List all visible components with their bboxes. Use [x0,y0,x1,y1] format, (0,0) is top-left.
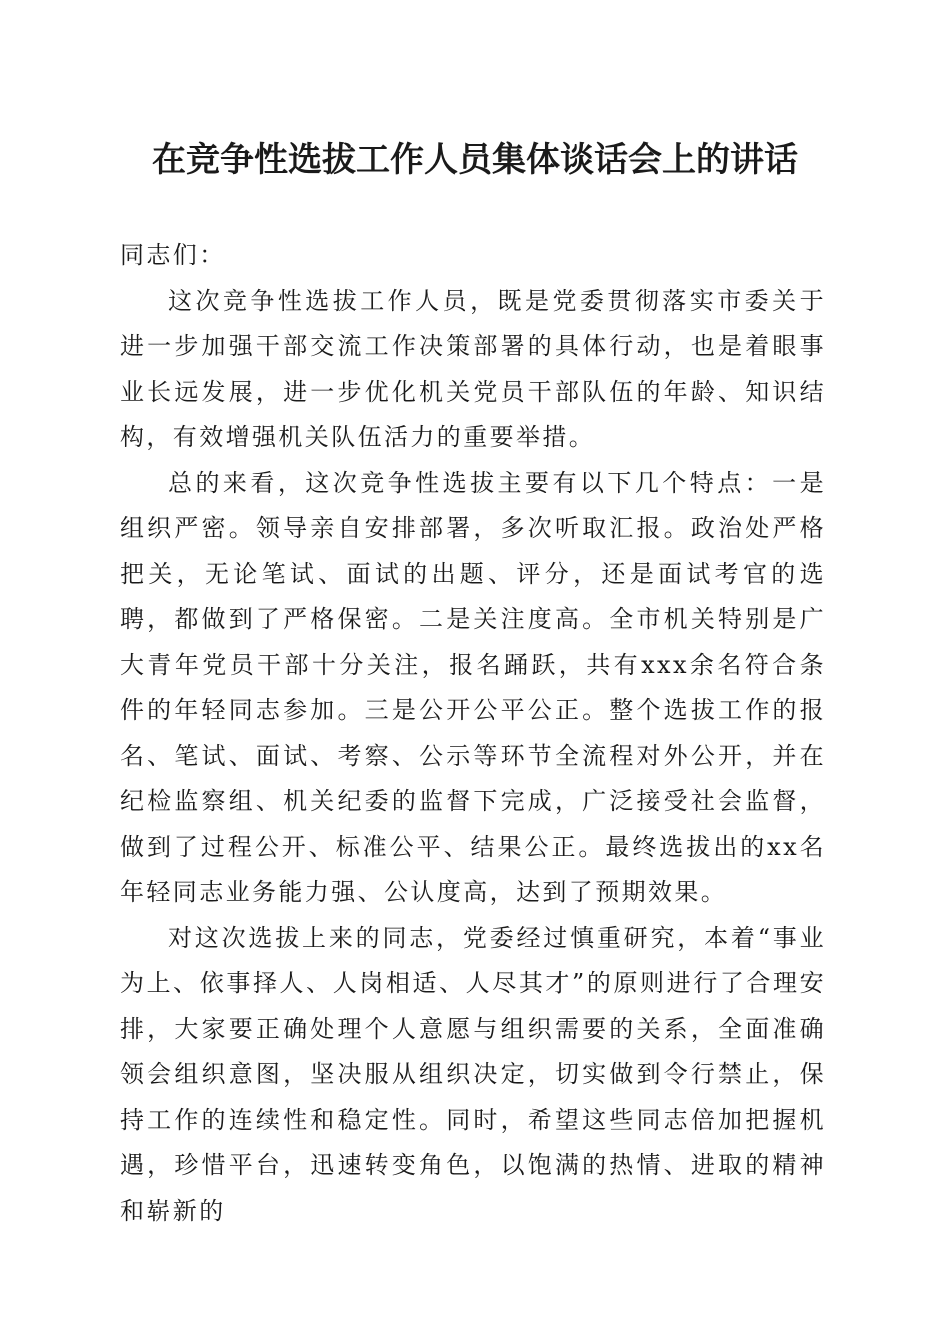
salutation: 同志们： [120,241,226,269]
document-body [120,233,826,1234]
paragraph-3: 对这次选拔上来的同志，党委经过慎重研究，本着“事业为上、依事择人、人岗相适、人尽其才”的原则进行了合理安排，大家要正确处理个人意愿与组织需要的关系，全面准确领会组织意图，坚决服从组织决定，切实做到令行禁止，保持工作的连续性和稳定性。同时，希望这些同志倍加把握机遇，珍惜平台，迅速转变角色，以饱满的热情、进取的精神和崭新的 [120,923,826,1225]
paragraph-1: 这次竞争性选拔工作人员，既是党委贯彻落实市委关于进一步加强干部交流工作决策部署的具体行动，也是着眼事业长远发展，进一步优化机关党员干部队伍的年龄、知识结构，有效增强机关队伍活力的重要举措。 [120,286,826,451]
document-title: 在竞争性选拔工作人员集体谈话会上的讲话 [152,140,798,180]
paragraph-2: 总的来看，这次竞争性选拔主要有以下几个特点：一是组织严密。领导亲自安排部署，多次听取汇报。政治处严格把关，无论笔试、面试的出题、评分，还是面试考官的选聘，都做到了严格保密。二是关注度高。全市机关特别是广大青年党员干部十分关注，报名踊跃，共有xxx余名符合条件的年轻同志参加。三是公开公平公正。整个选拔工作的报名、笔试、面试、考察、公示等环节全流程对外公开，并在纪检监察组、机关纪委的监督下完成，广泛接受社会监督，做到了过程公开、标准公平、结果公正。最终选拔出的xx名年轻同志业务能力强、公认度高，达到了预期效果。 [120,468,826,906]
